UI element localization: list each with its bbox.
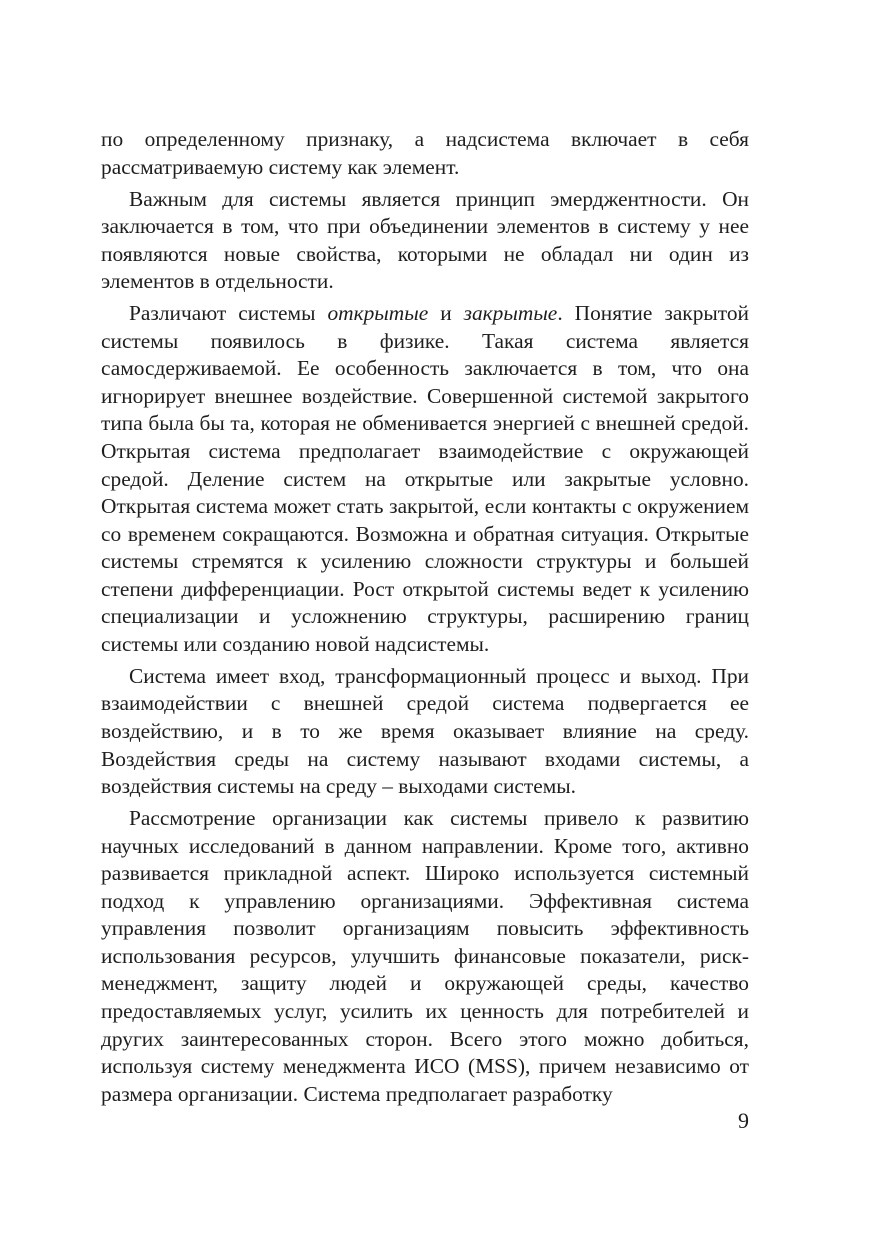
paragraph-text-after: . Понятие закрытой системы появилось в физике. Такая система является самосдерживаемой. Ее особенность заключается в том, что она игнорирует внешнее воздействие. Совершенной системой закрытого типа была бы та, которая не обменивается энергией с внешней средой. Открытая система предполагает взаимодействие с окружающей средой. Деление систем на открытые или закрытые условно. Открытая система может стать закрытой, если контакты с окружением со временем сокращаются. Возможна и обратная ситуация. Открытые системы стремятся к усилению сложности структуры и большей степени дифференциации. Рост открытой системы ведет к усилению специализации и усложнению структуры, расширению границ системы или созданию новой надсистемы. bbox=[101, 301, 749, 656]
paragraph-open-closed-systems bbox=[101, 300, 749, 658]
term-open: открытые bbox=[327, 301, 429, 326]
paragraph-emergence: Важным для системы является принцип эмерджентности. Он заключается в том, что при объединении элементов в систему у нее появляются новые свойства, которыми не обладал ни один из элементов в отдельности. bbox=[101, 186, 749, 294]
body-text bbox=[101, 126, 749, 1113]
paragraph-text-before: Различают системы bbox=[129, 301, 328, 326]
term-closed: закрытые bbox=[463, 301, 558, 326]
page-number: 9 bbox=[738, 1108, 749, 1133]
paragraph-organization-system: Рассмотрение организации как системы привело к развитию научных исследований в данном направлении. Кроме того, активно развивается прикладной аспект. Широко используется системный подход к управлению организациями. Эффективная система управления позволит организациям повысить эффективность использования ресурсов, улучшить финансовые показатели, риск-менеджмент, защиту людей и окружающей среды, качество предоставляемых услуг, усилить их ценность для потребителей и других заинтересованных сторон. Всего этого можно добиться, используя систему менеджмента ИСО (MSS), причем независимо от размера организации. Система предполагает разработку bbox=[101, 806, 749, 1106]
paragraph-inputs-outputs: Система имеет вход, трансформационный процесс и выход. При взаимодействии с внешней средой система подвергается ее воздействию, и в то же время оказывает влияние на среду. Воздействия среды на систему называют входами системы, а воздействия системы на среду – выходами системы. bbox=[101, 663, 749, 799]
paragraph-text-mid: и bbox=[428, 301, 464, 326]
paragraph-continuation: по определенному признаку, а надсистема включает в себя рассматриваемую систему как элемент. bbox=[101, 127, 749, 179]
